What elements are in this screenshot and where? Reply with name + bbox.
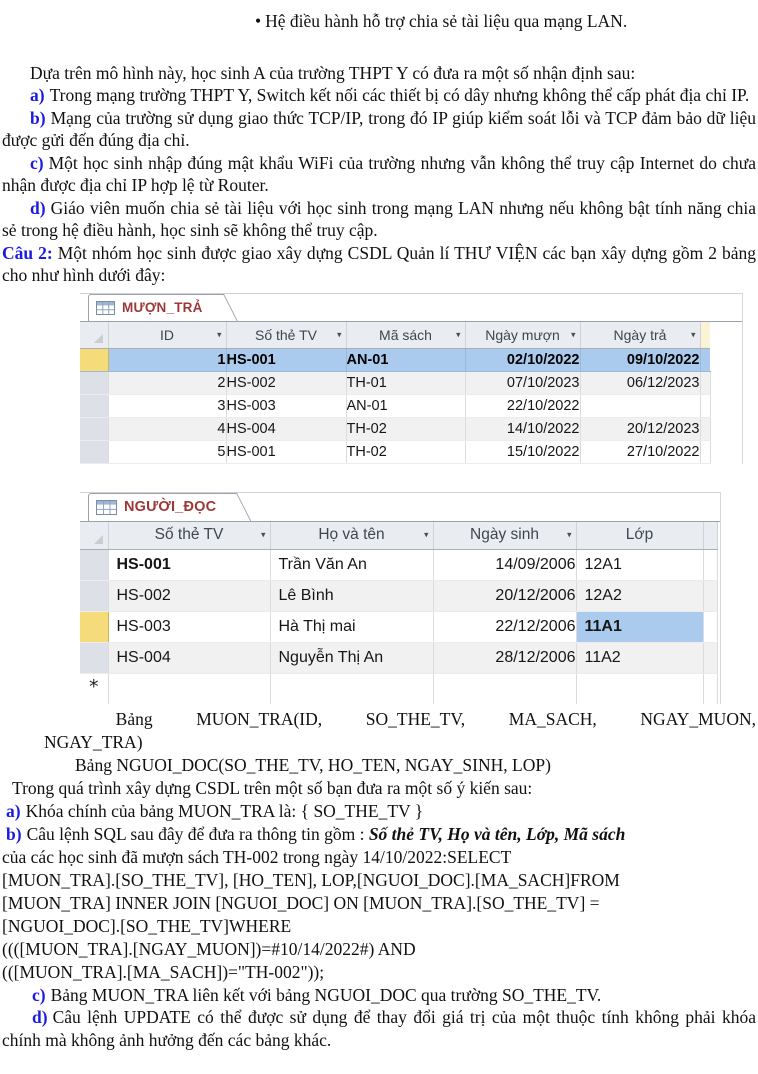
- column-header-id-label: ID: [160, 326, 174, 343]
- table-cell[interactable]: [270, 673, 433, 704]
- bullet-line: [255, 10, 756, 33]
- table-cell[interactable]: [576, 673, 703, 704]
- column-dropdown-icon[interactable]: ▾: [455, 329, 461, 339]
- opinion-d: [2, 1006, 756, 1051]
- selected-row-edge-marker: [700, 348, 710, 371]
- row-selector[interactable]: [80, 371, 108, 394]
- muon-tra-datasheet: [80, 293, 743, 464]
- schema-muon-tra-line2: NGAY_TRA): [44, 731, 143, 752]
- table-cell-selected[interactable]: 11A1: [576, 611, 703, 642]
- opinion-a: [6, 800, 756, 823]
- table-cell[interactable]: TH-02: [346, 417, 465, 440]
- row-selector[interactable]: [80, 642, 108, 673]
- table-cell[interactable]: HS-002: [226, 371, 346, 394]
- row-stub: [700, 371, 710, 394]
- statement-d-text: Giáo viên muốn chia sẻ tài liệu với học sinh trong mạng LAN nhưng nếu không bật tính năng chia sẻ trong hệ điều hành, học sinh sẽ không thể truy cập.: [2, 197, 756, 240]
- label-d: d): [30, 197, 46, 218]
- column-dropdown-icon[interactable]: ▾: [260, 529, 266, 540]
- table-cell[interactable]: 11A2: [576, 642, 703, 673]
- table-cell[interactable]: 2: [108, 371, 226, 394]
- nguoi-doc-tab-bar: [80, 493, 720, 522]
- table-cell[interactable]: AN-01: [346, 394, 465, 417]
- opinion-c-text: Bảng MUON_TRA liên kết với bảng NGUOI_DOC qua trường SO_THE_TV.: [50, 984, 602, 1005]
- muon-tra-grid: [80, 322, 711, 464]
- nguoi-doc-grid: [80, 522, 718, 704]
- column-dropdown-icon[interactable]: ▾: [336, 329, 342, 339]
- cau2-text: Một nhóm học sinh được giao xây dựng CSDL Quản lí THƯ VIỆN các bạn xây dựng gồm 2 bảng cho như hình dưới đây:: [2, 242, 757, 285]
- schema-word: NGAY_MUON,: [640, 708, 756, 729]
- table-row-current: [80, 611, 717, 642]
- row-stub: [703, 549, 717, 580]
- table-cell[interactable]: 14/09/2006: [433, 549, 576, 580]
- row-stub: [703, 580, 717, 611]
- statement-c: [2, 152, 756, 197]
- table-row: [80, 440, 710, 463]
- column-header-ho-va-ten-label: Họ và tên: [318, 526, 385, 543]
- column-header-lop-label: Lớp: [625, 526, 654, 543]
- table-cell[interactable]: 02/10/2022: [465, 348, 580, 371]
- tab-muon-tra-label: MƯỢN_TRẢ: [122, 300, 203, 315]
- table-row: [80, 549, 717, 580]
- row-stub: [703, 611, 717, 642]
- table-cell[interactable]: Nguyễn Thị An: [270, 642, 433, 673]
- muon-tra-tab-bar: [80, 294, 742, 322]
- schema-nguoi-doc-line: Bảng NGUOI_DOC(SO_THE_TV, HO_TEN, NGAY_SINH, LOP): [75, 754, 551, 775]
- table-cell[interactable]: 15/10/2022: [465, 440, 580, 463]
- row-stub: [703, 673, 717, 704]
- tab-nguoi-doc[interactable]: [88, 493, 222, 521]
- table-row: [80, 580, 717, 611]
- table-cell[interactable]: [433, 673, 576, 704]
- label-c: c): [30, 152, 44, 173]
- section2-intro: Trong quá trình xây dựng CSDL trên một số bạn đưa ra một số ý kiến sau:: [12, 777, 533, 798]
- bullet-text: Hệ điều hành hỗ trợ chia sẻ tài liệu qua mạng LAN.: [265, 11, 628, 31]
- tab-muon-tra[interactable]: [88, 294, 209, 321]
- sql-line: [NGUOI_DOC].[SO_THE_TV]WHERE: [2, 915, 292, 936]
- column-header-so-the-tv-label: Số thẻ TV: [154, 526, 224, 543]
- column-header-so-the-tv-label: Số thẻ TV: [254, 326, 317, 343]
- table-row: [80, 371, 710, 394]
- intro-paragraph: Dựa trên mô hình này, học sinh A của trường THPT Y có đưa ra một số nhận định sau:: [30, 62, 636, 83]
- statement-d: [2, 197, 756, 242]
- opinion-b: [6, 823, 756, 846]
- table-row: [80, 394, 710, 417]
- statement-a: [2, 84, 756, 107]
- column-header-ngay-sinh[interactable]: [433, 522, 576, 550]
- table-row: [80, 417, 710, 440]
- table-row: [80, 642, 717, 673]
- table-cell[interactable]: 07/10/2023: [465, 371, 580, 394]
- header-stub: [703, 522, 717, 550]
- row-stub: [700, 394, 710, 417]
- tab-nguoi-doc-label: NGƯỜI_ĐỌC: [124, 499, 217, 515]
- table-cell[interactable]: [108, 673, 270, 704]
- sql-line: [MUON_TRA].[SO_THE_TV], [HO_TEN], LOP,[NGUOI_DOC].[MA_SACH]FROM: [2, 869, 620, 890]
- row-selector[interactable]: [80, 580, 108, 611]
- column-dropdown-icon[interactable]: ▾: [216, 329, 222, 339]
- spacer: [2, 708, 72, 731]
- label-b: b): [6, 823, 22, 844]
- table-cell[interactable]: AN-01: [346, 348, 465, 371]
- column-dropdown-icon[interactable]: ▾: [690, 329, 696, 339]
- row-stub: [700, 417, 710, 440]
- row-stub: [703, 642, 717, 673]
- column-header-id[interactable]: [108, 322, 226, 349]
- table-cell[interactable]: Hà Thị mai: [270, 611, 433, 642]
- table-cell[interactable]: 28/12/2006: [433, 642, 576, 673]
- table-cell[interactable]: 22/10/2022: [465, 394, 580, 417]
- column-header-ngay-muon[interactable]: [465, 322, 580, 349]
- row-selector-current[interactable]: [80, 348, 108, 371]
- datasheet-icon: [96, 301, 115, 315]
- column-dropdown-icon[interactable]: ▾: [570, 329, 576, 339]
- table-cell[interactable]: HS-003: [108, 611, 270, 642]
- column-header-ngay-muon-label: Ngày mượn: [485, 326, 560, 343]
- header-stub: [700, 322, 710, 349]
- column-header-so-the-tv[interactable]: [108, 522, 270, 550]
- table-cell[interactable]: Lê Bình: [270, 580, 433, 611]
- corner-triangle-icon: [94, 334, 103, 343]
- column-header-ma-sach[interactable]: [346, 322, 465, 349]
- sql-line: (([MUON_TRA].[MA_SACH])="TH-002"));: [2, 961, 325, 982]
- table-cell[interactable]: Trần Văn An: [270, 549, 433, 580]
- table-cell[interactable]: TH-02: [346, 440, 465, 463]
- table-cell[interactable]: HS-003: [226, 394, 346, 417]
- datasheet-icon: [96, 500, 117, 515]
- schema-word: MUON_TRA(ID,: [196, 708, 323, 729]
- column-header-ngay-tra-label: Ngày trả: [613, 326, 667, 343]
- select-all-corner[interactable]: [80, 322, 108, 349]
- table-cell[interactable]: 06/12/2023: [580, 371, 700, 394]
- statement-b-text: Mạng của trường sử dụng giao thức TCP/IP, trong đó IP giúp kiểm soát lỗi và TCP đảm bảo dữ liệu được gửi đến đúng địa chỉ.: [2, 107, 756, 150]
- table-cell[interactable]: TH-01: [346, 371, 465, 394]
- opinion-b-fields: Số thẻ TV, Họ và tên, Lớp, Mã sách: [368, 823, 626, 844]
- new-record-star-icon: *: [89, 675, 99, 698]
- column-header-ngay-tra[interactable]: [580, 322, 700, 349]
- opinion-d-text: Câu lệnh UPDATE có thể được sử dụng để thay đổi giá trị của một thuộc tính không phải khóa chính mà không ảnh hưởng đến các bảng khác.: [2, 1007, 756, 1050]
- select-all-corner[interactable]: [80, 522, 108, 550]
- opinion-b-text: Câu lệnh SQL sau đây để đưa ra thông tin gồm :: [26, 823, 369, 844]
- column-header-ma-sach-label: Mã sách: [379, 326, 432, 343]
- sql-line: của các học sinh đã mượn sách TH-002 trong ngày 14/10/2022:SELECT: [2, 846, 512, 867]
- table-cell[interactable]: [580, 394, 700, 417]
- opinion-c: [2, 984, 756, 1007]
- new-record-row[interactable]: [80, 673, 717, 704]
- sql-line: ((([MUON_TRA].[NGAY_MUON])=#10/14/2022#) AND: [2, 938, 416, 959]
- cau2-paragraph: [2, 242, 756, 287]
- row-stub: [700, 440, 710, 463]
- table-cell[interactable]: 27/10/2022: [580, 440, 700, 463]
- table-cell[interactable]: HS-004: [226, 417, 346, 440]
- sql-line: [MUON_TRA] INNER JOIN [NGUOI_DOC] ON [MUON_TRA].[SO_THE_TV] =: [2, 892, 600, 913]
- table-cell[interactable]: 12A2: [576, 580, 703, 611]
- table-cell[interactable]: HS-001: [226, 440, 346, 463]
- table-cell[interactable]: 3: [108, 394, 226, 417]
- label-a: a): [6, 800, 21, 821]
- cau2-label: Câu 2:: [2, 242, 53, 263]
- table-cell[interactable]: 20/12/2006: [433, 580, 576, 611]
- label-d: d): [32, 1007, 48, 1027]
- bullet-icon: •: [255, 11, 262, 31]
- column-dropdown-icon[interactable]: ▾: [566, 529, 572, 540]
- label-c: c): [32, 984, 46, 1005]
- row-selector-current[interactable]: [80, 611, 108, 642]
- column-header-lop[interactable]: [576, 522, 703, 550]
- table-cell[interactable]: 20/12/2023: [580, 417, 700, 440]
- table-cell[interactable]: 14/10/2022: [465, 417, 580, 440]
- column-dropdown-icon[interactable]: ▾: [423, 529, 429, 540]
- column-header-so-the-tv[interactable]: [226, 322, 346, 349]
- table-cell[interactable]: 1: [108, 348, 226, 371]
- statement-c-text: Một học sinh nhập đúng mật khẩu WiFi của trường nhưng vẫn không thể truy cập Internet do chưa nhận được địa chỉ IP hợp lệ từ Router.: [2, 152, 756, 195]
- label-a: a): [30, 85, 45, 105]
- table-cell[interactable]: 5: [108, 440, 226, 463]
- statement-a-text: Trong mạng trường THPT Y, Switch kết nối các thiết bị có dây nhưng không thể cấp phát địa chỉ IP.: [49, 85, 750, 105]
- row-selector[interactable]: [80, 549, 108, 580]
- table-cell[interactable]: HS-004: [108, 642, 270, 673]
- header-row: [80, 322, 710, 349]
- schema-word: MA_SACH,: [508, 708, 597, 729]
- new-record-selector[interactable]: [80, 673, 108, 704]
- table-row-selected: [80, 348, 710, 371]
- corner-triangle-icon: [94, 535, 103, 544]
- nguoi-doc-datasheet: [80, 492, 721, 704]
- table-cell[interactable]: HS-001: [226, 348, 346, 371]
- column-header-ho-va-ten[interactable]: [270, 522, 433, 550]
- row-selector[interactable]: [80, 440, 108, 463]
- schema-word: Bảng: [115, 708, 153, 729]
- row-selector[interactable]: [80, 417, 108, 440]
- table-cell[interactable]: 12A1: [576, 549, 703, 580]
- table-cell[interactable]: 09/10/2022: [580, 348, 700, 371]
- schema-word: SO_THE_TV,: [365, 708, 466, 729]
- opinion-a-text: Khóa chính của bảng MUON_TRA là: { SO_THE_TV }: [25, 800, 424, 821]
- row-selector[interactable]: [80, 394, 108, 417]
- table-cell[interactable]: HS-002: [108, 580, 270, 611]
- schema-muon-tra-line1: [2, 708, 756, 731]
- table-cell[interactable]: HS-001: [108, 549, 270, 580]
- label-b: b): [30, 107, 46, 128]
- table-cell[interactable]: 4: [108, 417, 226, 440]
- column-header-ngay-sinh-label: Ngày sinh: [470, 526, 539, 543]
- table-cell[interactable]: 22/12/2006: [433, 611, 576, 642]
- statement-b: [2, 107, 756, 152]
- header-row: [80, 522, 717, 550]
